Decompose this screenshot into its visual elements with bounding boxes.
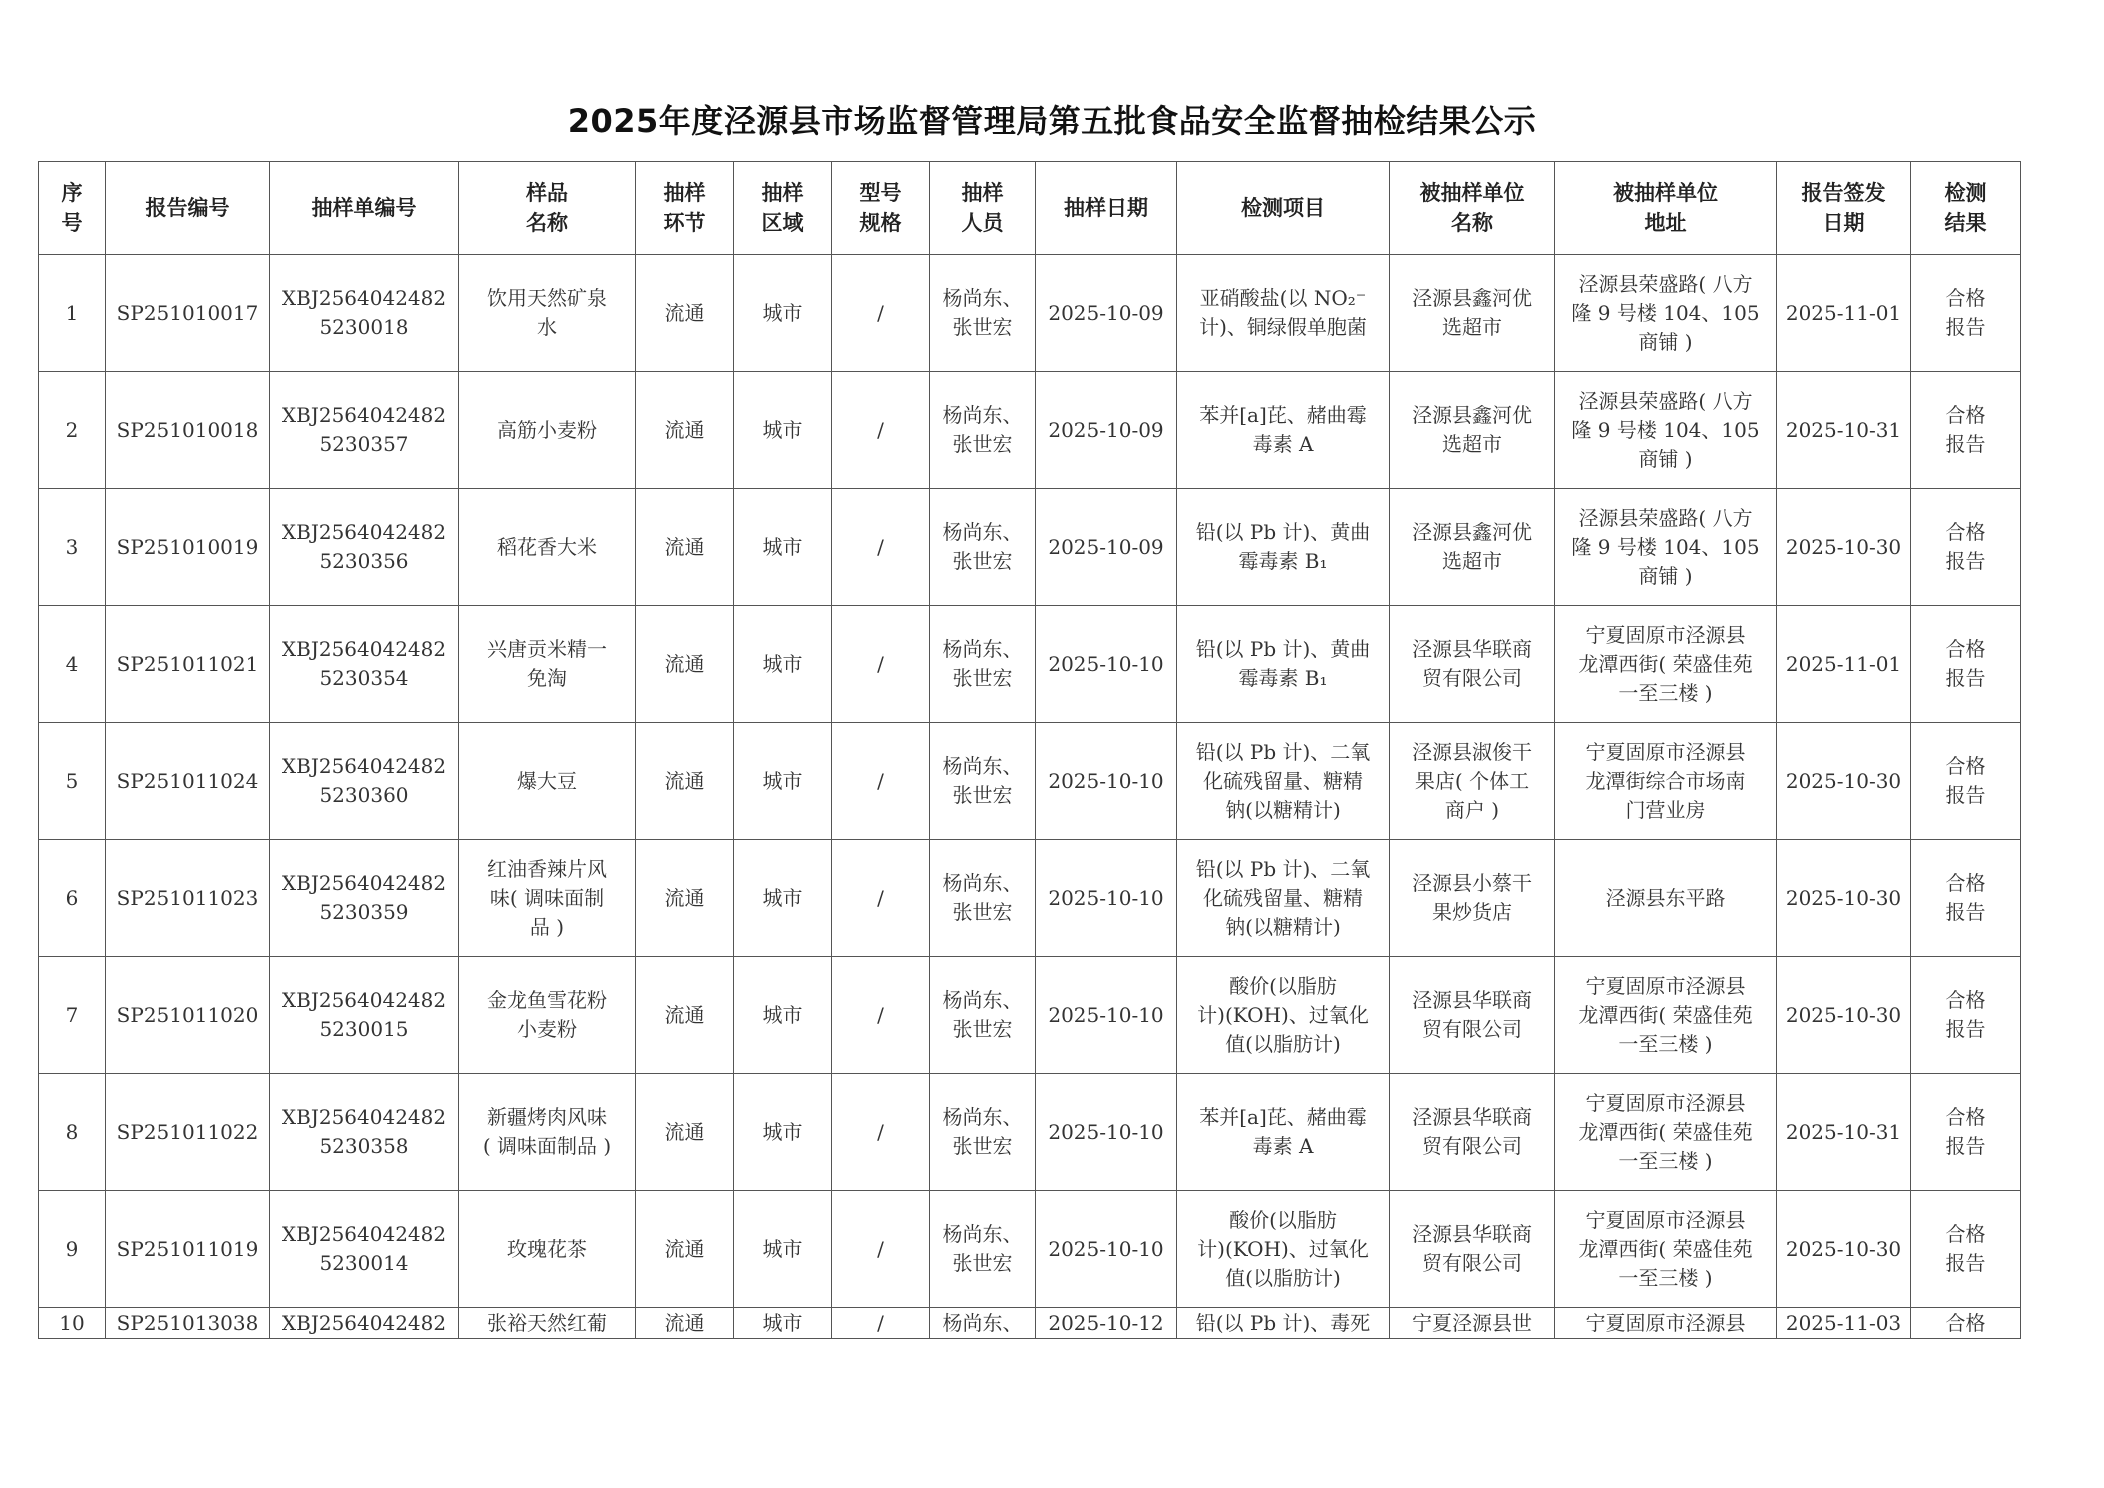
cell-spec: / — [832, 1308, 930, 1339]
cell-sampling-date: 2025-10-09 — [1036, 489, 1177, 606]
cell-sample-name: 张裕天然红葡 — [459, 1308, 636, 1339]
table-row — [39, 957, 2021, 1074]
table-row — [39, 1308, 2021, 1339]
cell-sampled-unit-name: 泾源县华联商 贸有限公司 — [1390, 1191, 1555, 1308]
cell-sampled-unit-name: 泾源县鑫河优 选超市 — [1390, 372, 1555, 489]
cell-test-result: 合格 报告 — [1911, 957, 2021, 1074]
cell-test-result: 合格 报告 — [1911, 1074, 2021, 1191]
cell-sampling-stage: 流通 — [636, 489, 734, 606]
cell-sampling-stage: 流通 — [636, 606, 734, 723]
header-sampled-unit-name: 被抽样单位 名称 — [1390, 162, 1555, 255]
cell-report-no: SP251010019 — [106, 489, 270, 606]
cell-sample-form-no: XBJ2564042482 5230356 — [270, 489, 459, 606]
cell-sampling-date: 2025-10-10 — [1036, 606, 1177, 723]
cell-sampling-area: 城市 — [734, 372, 832, 489]
cell-sampled-unit-address: 泾源县东平路 — [1555, 840, 1777, 957]
cell-sampling-staff: 杨尚东、 张世宏 — [930, 840, 1036, 957]
cell-sampling-stage: 流通 — [636, 840, 734, 957]
page-title: 2025年度泾源县市场监督管理局第五批食品安全监督抽检结果公示 — [567, 102, 1537, 140]
header-sampling-staff: 抽样 人员 — [930, 162, 1036, 255]
cell-spec: / — [832, 957, 930, 1074]
header-sample-form-no: 抽样单编号 — [270, 162, 459, 255]
cell-sampling-staff: 杨尚东、 张世宏 — [930, 489, 1036, 606]
cell-sampling-date: 2025-10-10 — [1036, 840, 1177, 957]
header-report-no: 报告编号 — [106, 162, 270, 255]
cell-spec: / — [832, 606, 930, 723]
cell-seq: 3 — [39, 489, 106, 606]
cell-sample-form-no: XBJ2564042482 5230359 — [270, 840, 459, 957]
header-test-result: 检测 结果 — [1911, 162, 2021, 255]
cell-seq: 9 — [39, 1191, 106, 1308]
cell-report-no: SP251011024 — [106, 723, 270, 840]
cell-sampling-stage: 流通 — [636, 1191, 734, 1308]
cell-sampling-date: 2025-10-10 — [1036, 1191, 1177, 1308]
cell-sampled-unit-name: 宁夏泾源县世 — [1390, 1308, 1555, 1339]
cell-report-no: SP251013038 — [106, 1308, 270, 1339]
cell-seq: 7 — [39, 957, 106, 1074]
cell-sample-name: 玫瑰花茶 — [459, 1191, 636, 1308]
cell-test-items: 铅(以 Pb 计)、毒死 — [1177, 1308, 1390, 1339]
cell-test-result: 合格 报告 — [1911, 489, 2021, 606]
cell-sampled-unit-address: 宁夏固原市泾源县 龙潭西街( 荣盛佳苑 一至三楼 ) — [1555, 1191, 1777, 1308]
cell-seq: 5 — [39, 723, 106, 840]
cell-sampling-area: 城市 — [734, 1191, 832, 1308]
cell-test-items: 铅(以 Pb 计)、黄曲 霉毒素 B₁ — [1177, 606, 1390, 723]
header-sampling-area: 抽样 区域 — [734, 162, 832, 255]
cell-sample-form-no: XBJ2564042482 5230015 — [270, 957, 459, 1074]
cell-spec: / — [832, 1191, 930, 1308]
cell-sampling-area: 城市 — [734, 957, 832, 1074]
cell-test-result: 合格 报告 — [1911, 606, 2021, 723]
cell-sample-name: 饮用天然矿泉 水 — [459, 255, 636, 372]
cell-sampled-unit-name: 泾源县鑫河优 选超市 — [1390, 489, 1555, 606]
cell-test-items: 酸价(以脂肪 计)(KOH)、过氧化 值(以脂肪计) — [1177, 1191, 1390, 1308]
cell-issue-date: 2025-10-30 — [1777, 1191, 1911, 1308]
cell-sampled-unit-name: 泾源县淑俊干 果店( 个体工 商户 ) — [1390, 723, 1555, 840]
cell-sampling-date: 2025-10-10 — [1036, 723, 1177, 840]
cell-sample-name: 金龙鱼雪花粉 小麦粉 — [459, 957, 636, 1074]
cell-sampling-area: 城市 — [734, 723, 832, 840]
cell-sampled-unit-name: 泾源县华联商 贸有限公司 — [1390, 606, 1555, 723]
cell-sampling-area: 城市 — [734, 606, 832, 723]
header-issue-date: 报告签发 日期 — [1777, 162, 1911, 255]
cell-sample-form-no: XBJ2564042482 — [270, 1308, 459, 1339]
header-sample-name: 样品 名称 — [459, 162, 636, 255]
cell-sampled-unit-name: 泾源县小蔡干 果炒货店 — [1390, 840, 1555, 957]
cell-issue-date: 2025-10-30 — [1777, 489, 1911, 606]
cell-spec: / — [832, 489, 930, 606]
cell-test-items: 苯并[a]芘、赭曲霉 毒素 A — [1177, 1074, 1390, 1191]
cell-issue-date: 2025-10-31 — [1777, 1074, 1911, 1191]
cell-issue-date: 2025-10-30 — [1777, 840, 1911, 957]
cell-sampled-unit-address: 宁夏固原市泾源县 龙潭西街( 荣盛佳苑 一至三楼 ) — [1555, 1074, 1777, 1191]
cell-spec: / — [832, 723, 930, 840]
cell-sampled-unit-name: 泾源县华联商 贸有限公司 — [1390, 957, 1555, 1074]
cell-test-items: 铅(以 Pb 计)、二氧 化硫残留量、糖精 钠(以糖精计) — [1177, 840, 1390, 957]
cell-issue-date: 2025-11-01 — [1777, 255, 1911, 372]
cell-spec: / — [832, 372, 930, 489]
cell-sample-form-no: XBJ2564042482 5230357 — [270, 372, 459, 489]
cell-report-no: SP251011019 — [106, 1191, 270, 1308]
cell-report-no: SP251011023 — [106, 840, 270, 957]
cell-issue-date: 2025-10-30 — [1777, 957, 1911, 1074]
cell-sample-form-no: XBJ2564042482 5230018 — [270, 255, 459, 372]
cell-sampling-area: 城市 — [734, 1308, 832, 1339]
cell-sampling-stage: 流通 — [636, 255, 734, 372]
cell-seq: 4 — [39, 606, 106, 723]
table-row — [39, 1074, 2021, 1191]
cell-sampled-unit-address: 宁夏固原市泾源县 龙潭西街( 荣盛佳苑 一至三楼 ) — [1555, 957, 1777, 1074]
cell-spec: / — [832, 840, 930, 957]
cell-sampling-staff: 杨尚东、 张世宏 — [930, 255, 1036, 372]
cell-sample-form-no: XBJ2564042482 5230358 — [270, 1074, 459, 1191]
cell-report-no: SP251011021 — [106, 606, 270, 723]
header-spec: 型号 规格 — [832, 162, 930, 255]
cell-test-result: 合格 报告 — [1911, 372, 2021, 489]
cell-test-result: 合格 报告 — [1911, 840, 2021, 957]
cell-sampled-unit-address: 泾源县荣盛路( 八方 隆 9 号楼 104、105 商铺 ) — [1555, 255, 1777, 372]
cell-sampling-date: 2025-10-09 — [1036, 255, 1177, 372]
cell-sampled-unit-address: 宁夏固原市泾源县 — [1555, 1308, 1777, 1339]
cell-sampling-staff: 杨尚东、 张世宏 — [930, 1191, 1036, 1308]
cell-test-items: 铅(以 Pb 计)、黄曲 霉毒素 B₁ — [1177, 489, 1390, 606]
cell-sample-name: 兴唐贡米精一 免淘 — [459, 606, 636, 723]
cell-report-no: SP251011022 — [106, 1074, 270, 1191]
cell-sampled-unit-address: 泾源县荣盛路( 八方 隆 9 号楼 104、105 商铺 ) — [1555, 489, 1777, 606]
cell-sampling-date: 2025-10-10 — [1036, 1074, 1177, 1191]
cell-test-items: 苯并[a]芘、赭曲霉 毒素 A — [1177, 372, 1390, 489]
cell-test-items: 酸价(以脂肪 计)(KOH)、过氧化 值(以脂肪计) — [1177, 957, 1390, 1074]
table-row — [39, 255, 2021, 372]
cell-seq: 10 — [39, 1308, 106, 1339]
cell-sampling-date: 2025-10-12 — [1036, 1308, 1177, 1339]
table-row — [39, 606, 2021, 723]
cell-sample-name: 稻花香大米 — [459, 489, 636, 606]
cell-seq: 8 — [39, 1074, 106, 1191]
cell-sampling-stage: 流通 — [636, 372, 734, 489]
table-row — [39, 840, 2021, 957]
cell-seq: 1 — [39, 255, 106, 372]
cell-sample-name: 新疆烤肉风味 ( 调味面制品 ) — [459, 1074, 636, 1191]
cell-sample-form-no: XBJ2564042482 5230360 — [270, 723, 459, 840]
cell-test-result: 合格 报告 — [1911, 255, 2021, 372]
table-body — [39, 255, 2021, 1339]
table-header-row — [39, 162, 2021, 255]
header-sampling-stage: 抽样 环节 — [636, 162, 734, 255]
cell-report-no: SP251010018 — [106, 372, 270, 489]
cell-sampled-unit-address: 宁夏固原市泾源县 龙潭西街( 荣盛佳苑 一至三楼 ) — [1555, 606, 1777, 723]
header-sampled-unit-address: 被抽样单位 地址 — [1555, 162, 1777, 255]
cell-sampling-area: 城市 — [734, 1074, 832, 1191]
cell-spec: / — [832, 255, 930, 372]
cell-test-result: 合格 报告 — [1911, 723, 2021, 840]
cell-sampling-staff: 杨尚东、 张世宏 — [930, 1074, 1036, 1191]
cell-sampling-staff: 杨尚东、 张世宏 — [930, 723, 1036, 840]
cell-sampling-stage: 流通 — [636, 1074, 734, 1191]
cell-issue-date: 2025-10-31 — [1777, 372, 1911, 489]
cell-sampling-area: 城市 — [734, 840, 832, 957]
cell-sampling-date: 2025-10-09 — [1036, 372, 1177, 489]
cell-sampling-stage: 流通 — [636, 1308, 734, 1339]
table-row — [39, 723, 2021, 840]
cell-issue-date: 2025-11-03 — [1777, 1308, 1911, 1339]
header-test-items: 检测项目 — [1177, 162, 1390, 255]
cell-sample-name: 高筋小麦粉 — [459, 372, 636, 489]
cell-sampling-stage: 流通 — [636, 723, 734, 840]
table-row — [39, 1191, 2021, 1308]
cell-sampling-date: 2025-10-10 — [1036, 957, 1177, 1074]
cell-sampling-area: 城市 — [734, 489, 832, 606]
cell-sampled-unit-name: 泾源县华联商 贸有限公司 — [1390, 1074, 1555, 1191]
cell-test-items: 亚硝酸盐(以 NO₂⁻ 计)、铜绿假单胞菌 — [1177, 255, 1390, 372]
cell-sampling-staff: 杨尚东、 张世宏 — [930, 372, 1036, 489]
cell-report-no: SP251011020 — [106, 957, 270, 1074]
cell-test-result: 合格 报告 — [1911, 1191, 2021, 1308]
cell-report-no: SP251010017 — [106, 255, 270, 372]
cell-sample-form-no: XBJ2564042482 5230014 — [270, 1191, 459, 1308]
cell-issue-date: 2025-10-30 — [1777, 723, 1911, 840]
cell-sampling-stage: 流通 — [636, 957, 734, 1074]
table-row — [39, 489, 2021, 606]
header-sampling-date: 抽样日期 — [1036, 162, 1177, 255]
cell-sample-form-no: XBJ2564042482 5230354 — [270, 606, 459, 723]
cell-sample-name: 爆大豆 — [459, 723, 636, 840]
header-seq: 序 号 — [39, 162, 106, 255]
cell-sampling-staff: 杨尚东、 — [930, 1308, 1036, 1339]
cell-seq: 6 — [39, 840, 106, 957]
cell-sampling-staff: 杨尚东、 张世宏 — [930, 957, 1036, 1074]
cell-sample-name: 红油香辣片风 味( 调味面制 品 ) — [459, 840, 636, 957]
cell-sampled-unit-name: 泾源县鑫河优 选超市 — [1390, 255, 1555, 372]
results-table — [38, 161, 2021, 1339]
cell-issue-date: 2025-11-01 — [1777, 606, 1911, 723]
cell-spec: / — [832, 1074, 930, 1191]
table-row — [39, 372, 2021, 489]
cell-sampling-staff: 杨尚东、 张世宏 — [930, 606, 1036, 723]
cell-sampling-area: 城市 — [734, 255, 832, 372]
cell-test-result: 合格 — [1911, 1308, 2021, 1339]
cell-sampled-unit-address: 宁夏固原市泾源县 龙潭街综合市场南 门营业房 — [1555, 723, 1777, 840]
cell-test-items: 铅(以 Pb 计)、二氧 化硫残留量、糖精 钠(以糖精计) — [1177, 723, 1390, 840]
cell-sampled-unit-address: 泾源县荣盛路( 八方 隆 9 号楼 104、105 商铺 ) — [1555, 372, 1777, 489]
cell-seq: 2 — [39, 372, 106, 489]
